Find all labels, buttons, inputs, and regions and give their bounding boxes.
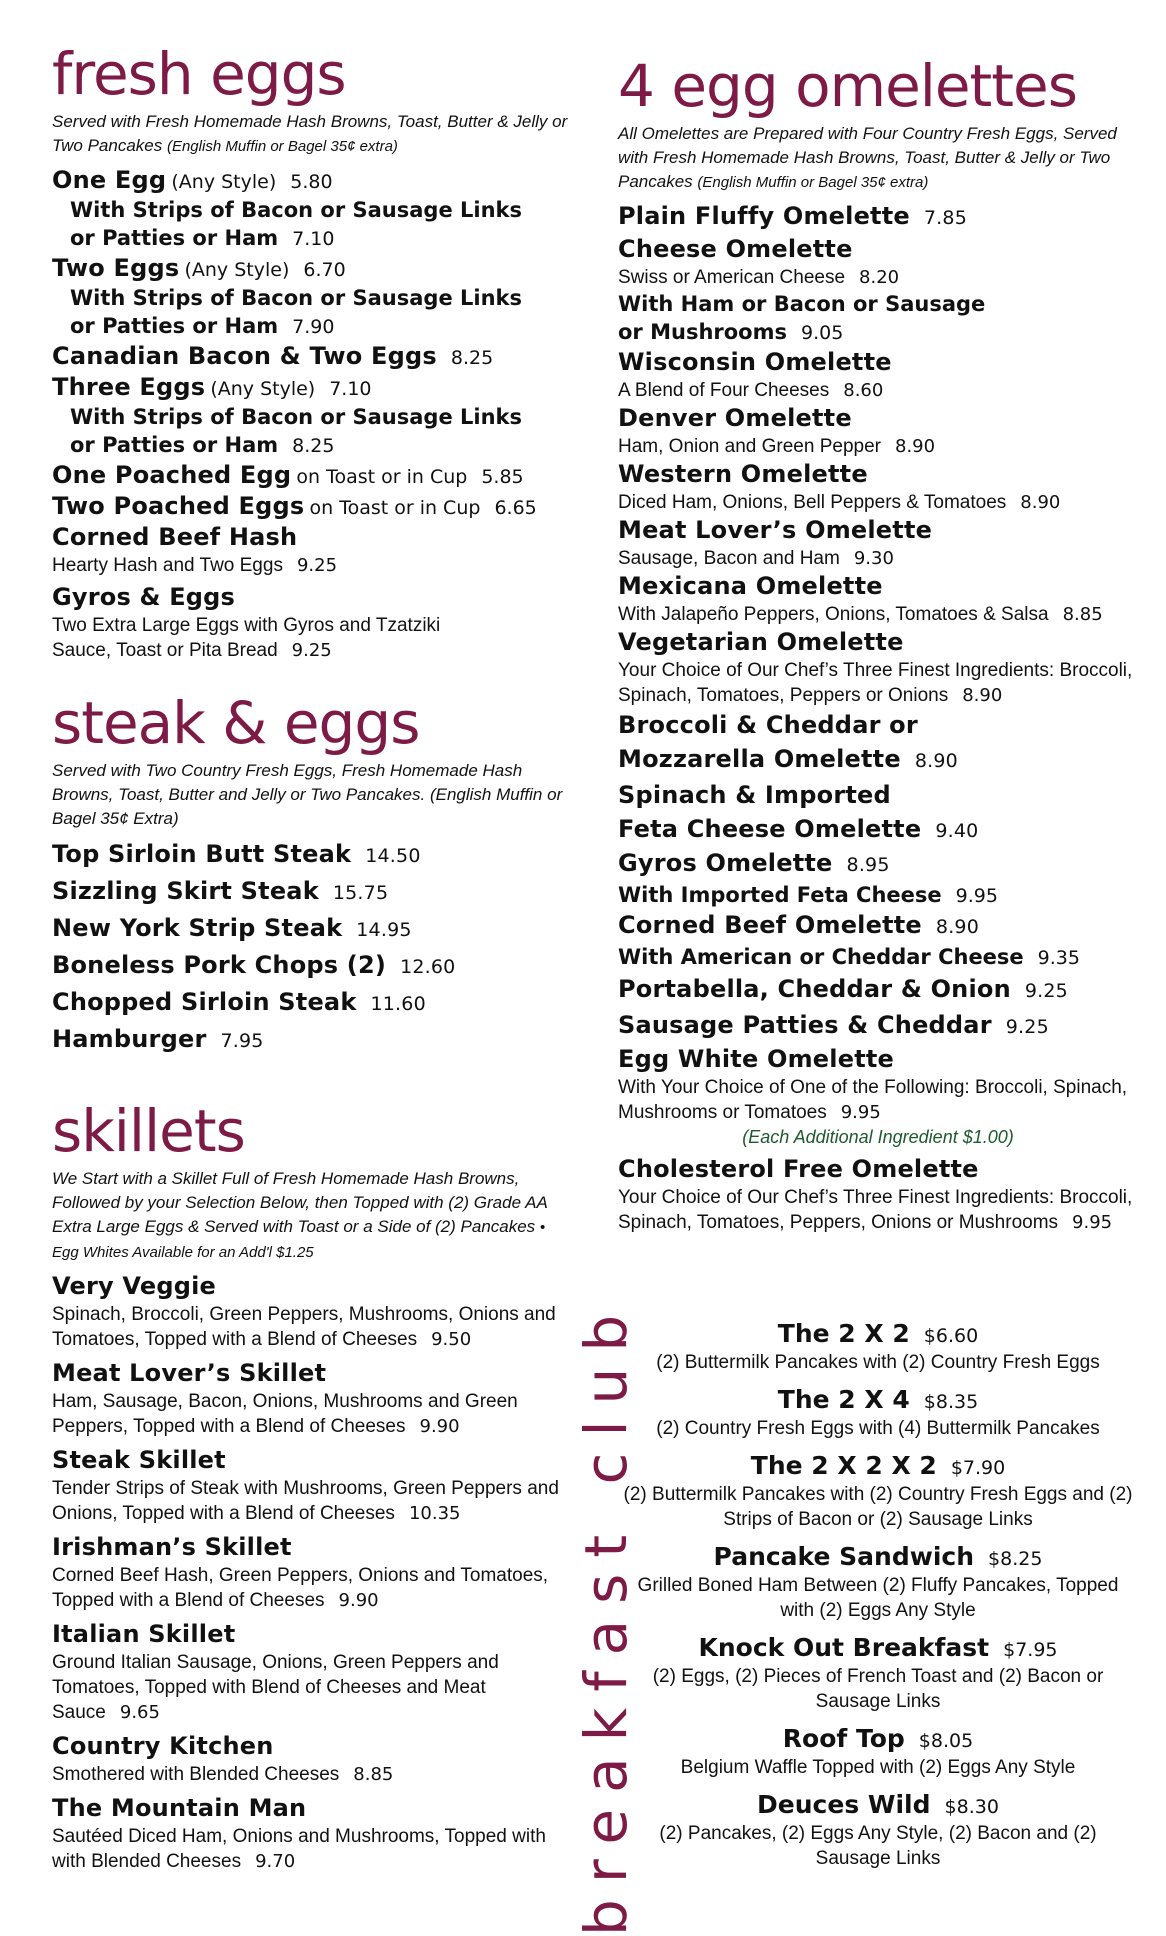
breakfast-club-title: breakfast club: [572, 1298, 640, 1936]
left-column: [52, 0, 572, 1874]
section-intro: We Start with a Skillet Full of Fresh Homemade Hash Browns, Followed by your Selection Below, then Topped with (2) Grade AA Extra Large Eggs & Served with Toast or a Side of (2) Pancakes • Egg Whites Available for an Add'l $1.25: [52, 1169, 548, 1261]
menu-item: The Mountain Man Sautéed Diced Ham, Onions and Mushrooms, Topped with with Blended Cheeses 9.70: [52, 1794, 546, 1872]
menu-item: One Egg (Any Style) 5.80: [52, 166, 333, 194]
menu-item: Gyros & Eggs Two Extra Large Eggs with Gyros and Tzatziki Sauce, Toast or Pita Bread 9.25: [52, 583, 441, 661]
fresh-eggs-section: [52, 0, 572, 663]
skillets-section: [52, 1097, 572, 1874]
menu-item: One Poached Egg on Toast or in Cup 5.85: [52, 461, 524, 489]
steak-eggs-section: [52, 689, 572, 1059]
additional-ingredient-note: (Each Additional Ingredient $1.00): [742, 1127, 1014, 1147]
menu-item-option: With American or Cheddar Cheese 9.35: [618, 945, 1080, 969]
menu-item: Meat Lover’s Skillet Ham, Sausage, Bacon, Onions, Mushrooms and Green Peppers, Topped with a Blend of Cheeses 9.90: [52, 1359, 518, 1437]
menu-item: New York Strip Steak 14.95: [52, 914, 412, 942]
menu-item: Boneless Pork Chops (2) 12.60: [52, 951, 456, 979]
menu-item: Two Eggs (Any Style) 6.70: [52, 254, 346, 282]
menu-item-option: With Strips of Bacon or Sausage Links or Patties or Ham 7.90: [70, 286, 523, 338]
section-title: 4 egg omelettes: [618, 52, 1077, 120]
menu-item: Mexicana Omelette With Jalapeño Peppers, Onions, Tomatoes & Salsa 8.85: [618, 572, 1103, 625]
menu-item: Corned Beef Hash Hearty Hash and Two Eggs 9.25: [52, 523, 338, 576]
menu-item: Country Kitchen Smothered with Blended Cheeses 8.85: [52, 1732, 394, 1785]
menu-item-option: With Ham or Bacon or Sausage or Mushrooms 9.05: [618, 292, 986, 344]
menu-item: Gyros Omelette 8.95: [618, 849, 890, 877]
menu-item: Vegetarian Omelette Your Choice of Our Chef’s Three Finest Ingredients: Broccoli, Spinach, Tomatoes, Peppers or Onions 8.90: [618, 628, 1133, 706]
menu-item: Two Poached Eggs on Toast or in Cup 6.65: [52, 492, 537, 520]
club-item: The 2 X 2 X 2 $7.90 (2) Buttermilk Pancakes with (2) Country Fresh Eggs and (2) Strips of Bacon or (2) Sausage Links: [623, 1451, 1133, 1530]
menu-item-option: With Strips of Bacon or Sausage Links or Patties or Ham 7.10: [70, 198, 523, 250]
menu-item: Wisconsin Omelette A Blend of Four Cheeses 8.60: [618, 348, 892, 401]
menu-item: Portabella, Cheddar & Onion 9.25: [618, 975, 1068, 1003]
menu-item: Italian Skillet Ground Italian Sausage, Onions, Green Peppers and Tomatoes, Topped with Blend of Cheeses and Meat Sauce 9.65: [52, 1620, 499, 1723]
menu-item: Plain Fluffy Omelette 7.85: [618, 202, 967, 230]
menu-item: Cholesterol Free Omelette Your Choice of Our Chef’s Three Finest Ingredients: Broccoli, Spinach, Tomatoes, Peppers, Onions or Mushrooms 9.95: [618, 1155, 1133, 1233]
menu-item: Egg White Omelette With Your Choice of One of the Following: Broccoli, Spinach, Mushrooms or Tomatoes 9.95: [618, 1045, 1128, 1123]
section-intro: All Omelettes are Prepared with Four Country Fresh Eggs, Served with Fresh Homemade Hash Browns, Toast, Butter & Jelly or Two Pancakes (English Muffin or Bagel 35¢ extra): [618, 124, 1117, 191]
menu-item: Three Eggs (Any Style) 7.10: [52, 373, 372, 401]
menu-item: Canadian Bacon & Two Eggs 8.25: [52, 342, 494, 370]
menu-item: Western Omelette Diced Ham, Onions, Bell Peppers & Tomatoes 8.90: [618, 460, 1061, 513]
menu-item: Spinach & Imported Feta Cheese Omelette 9.40: [618, 781, 979, 843]
menu-item: Meat Lover’s Omelette Sausage, Bacon and Ham 9.30: [618, 516, 933, 569]
club-item: Pancake Sandwich $8.25 Grilled Boned Ham Between (2) Fluffy Pancakes, Topped with (2) Eggs Any Style: [637, 1542, 1119, 1621]
menu-item-option: With Imported Feta Cheese 9.95: [618, 883, 998, 907]
menu-item: Chopped Sirloin Steak 11.60: [52, 988, 426, 1016]
menu-item: Sausage Patties & Cheddar 9.25: [618, 1011, 1049, 1039]
menu-item: Irishman’s Skillet Corned Beef Hash, Green Peppers, Onions and Tomatoes, Topped with a Blend of Cheeses 9.90: [52, 1533, 549, 1611]
menu-item: Steak Skillet Tender Strips of Steak with Mushrooms, Green Peppers and Onions, Topped with a Blend of Cheeses 10.35: [52, 1446, 559, 1524]
club-item: Deuces Wild $8.30 (2) Pancakes, (2) Eggs Any Style, (2) Bacon and (2) Sausage Links: [659, 1790, 1097, 1869]
omelettes-section: [618, 0, 1138, 1235]
menu-item: Corned Beef Omelette 8.90: [618, 911, 980, 939]
menu-item: Top Sirloin Butt Steak 14.50: [52, 840, 421, 868]
right-column: [618, 0, 1138, 1235]
menu-item: Cheese Omelette Swiss or American Cheese 8.20: [618, 235, 900, 288]
section-intro: Served with Fresh Homemade Hash Browns, Toast, Butter & Jelly or Two Pancakes (English Muffin or Bagel 35¢ extra): [52, 112, 568, 155]
club-item: Knock Out Breakfast $7.95 (2) Eggs, (2) Pieces of French Toast and (2) Bacon or Sausage Links: [652, 1633, 1104, 1712]
club-item: The 2 X 4 $8.35 (2) Country Fresh Eggs with (4) Buttermilk Pancakes: [656, 1385, 1100, 1439]
section-title: fresh eggs: [52, 40, 346, 108]
section-title: steak & eggs: [52, 689, 420, 757]
menu-item: Very Veggie Spinach, Broccoli, Green Peppers, Mushrooms, Onions and Tomatoes, Topped with a Blend of Cheeses 9.50: [52, 1272, 556, 1350]
club-item: The 2 X 2 $6.60 (2) Buttermilk Pancakes with (2) Country Fresh Eggs: [656, 1319, 1100, 1373]
menu-item: Broccoli & Cheddar or Mozzarella Omelette 8.90: [618, 711, 958, 773]
section-title: skillets: [52, 1097, 245, 1165]
menu-item: Denver Omelette Ham, Onion and Green Pepper 8.90: [618, 404, 936, 457]
menu-item: Sizzling Skirt Steak 15.75: [52, 877, 389, 905]
menu-item-option: With Strips of Bacon or Sausage Links or Patties or Ham 8.25: [70, 405, 523, 457]
club-item: Roof Top $8.05 Belgium Waffle Topped with (2) Eggs Any Style: [680, 1724, 1076, 1778]
section-intro: Served with Two Country Fresh Eggs, Fresh Homemade Hash Browns, Toast, Butter and Jelly or Two Pancakes. (English Muffin or Bagel 35¢ Extra): [52, 761, 563, 828]
menu-item: Hamburger 7.95: [52, 1025, 264, 1053]
breakfast-club-section: [622, 1318, 1134, 1880]
